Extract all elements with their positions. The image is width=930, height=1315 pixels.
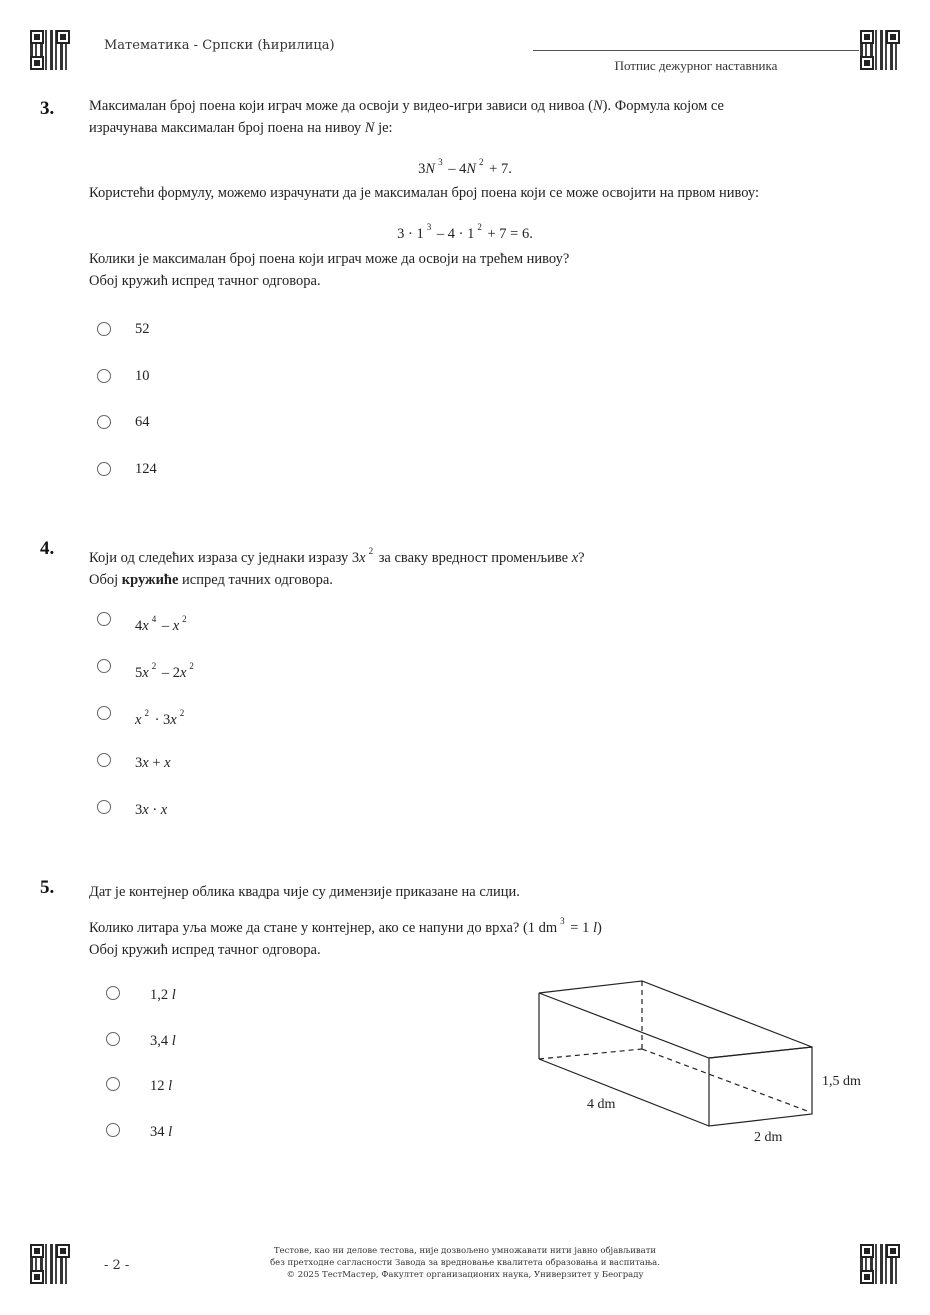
q3-option-d[interactable] xyxy=(97,460,157,477)
radio-circle[interactable] xyxy=(97,612,111,626)
question-number-3: 3. xyxy=(40,98,55,119)
radio-circle[interactable] xyxy=(97,322,111,336)
radio-circle[interactable] xyxy=(97,706,111,720)
q3-option-c[interactable] xyxy=(97,413,150,430)
q3-option-a[interactable] xyxy=(97,320,150,337)
option-expression: 3x · x xyxy=(135,802,168,818)
q3-option-b[interactable] xyxy=(97,367,150,384)
q4-option-e[interactable] xyxy=(97,800,168,818)
radio-circle[interactable] xyxy=(97,369,111,383)
qr-code-top-right xyxy=(860,30,900,70)
radio-circle[interactable] xyxy=(97,415,111,429)
question-3-example-formula: 3 · 1 $^3$ – 4 · 1 $^2$ + 7 = 6. xyxy=(397,222,533,242)
cuboid-diagram xyxy=(520,970,880,1160)
option-label: 1,2 l xyxy=(150,987,176,1003)
radio-circle[interactable] xyxy=(106,986,120,1000)
option-label: 124 xyxy=(135,460,157,477)
q5-option-c[interactable] xyxy=(106,1077,173,1094)
q4-option-d[interactable] xyxy=(97,753,171,771)
option-label: 3,4 l xyxy=(150,1033,176,1049)
option-label: 10 xyxy=(135,367,150,384)
option-label: 12 l xyxy=(150,1078,173,1094)
signature-line xyxy=(533,50,859,51)
question-5-intro: Дат је контејнер облика квадра чије су димензије приказане на слици. xyxy=(89,884,520,900)
qr-code-bottom-right xyxy=(860,1244,900,1284)
option-expression: 3x + x xyxy=(135,755,171,771)
question-3-example-text: Користећи формулу, можемо израчунати да је максималан број поена који се може освојити на првом нивоу: xyxy=(89,185,760,201)
qr-code-bottom-left xyxy=(30,1244,70,1284)
qr-code-top-left xyxy=(30,30,70,70)
option-label: 52 xyxy=(135,320,150,337)
option-label: 64 xyxy=(135,413,150,430)
q5-option-b[interactable] xyxy=(106,1032,176,1049)
q5-option-d[interactable] xyxy=(106,1123,173,1140)
radio-circle[interactable] xyxy=(106,1123,120,1137)
q4-option-a[interactable] xyxy=(97,612,187,634)
option-label: 34 l xyxy=(150,1124,173,1140)
question-4-prompt: Који од следећих израза су једнаки изразу 3x $^2$ за сваку вредност променљиве x? Обој кружиће испред тачних одговора. xyxy=(89,546,585,588)
question-number-5: 5. xyxy=(40,877,55,898)
q4-option-c[interactable] xyxy=(97,706,185,728)
header-subject-title: Математика - Српски (ћирилица) xyxy=(104,38,335,53)
radio-circle[interactable] xyxy=(106,1077,120,1091)
q5-option-a[interactable] xyxy=(106,986,176,1003)
page-number: - 2 - xyxy=(104,1258,130,1273)
width-label: 2 dm xyxy=(754,1130,783,1145)
radio-circle[interactable] xyxy=(97,800,111,814)
radio-circle[interactable] xyxy=(97,659,111,673)
option-expression: 4x $^4$ – x $^2$ xyxy=(135,614,187,634)
length-label: 4 dm xyxy=(587,1097,616,1112)
question-3-intro: Максималан број поена који играч може да освоји у видео-игри зависи од нивоа (N). Формула којом се израчунава максималан број поена на нивоу N је: xyxy=(89,98,724,136)
question-3-formula: 3N $^3$ – 4N $^2$ + 7. xyxy=(418,157,512,177)
copyright-notice: Тестове, као ни делове тестова, није дозвољено умножавати нити јавно објављивати без претходне сагласности Завода за вредновање квалитета образовања и васпитања. © 2025 ТестМастер, Факултет организационих наука, Универзитет у Београду xyxy=(270,1246,660,1280)
question-5-prompt: Колико литара уља може да стане у контејнер, ако се напуни до врха? (1 dm $^3$ = 1 l) Обој кружић испред тачног одговора. xyxy=(89,916,602,958)
option-expression: x $^2$ · 3x $^2$ xyxy=(135,708,185,728)
question-3-prompt: Колики је максималан број поена који играч може да освоји на трећем нивоу? Обој кружић испред тачног одговора. xyxy=(89,251,570,289)
radio-circle[interactable] xyxy=(97,753,111,767)
signature-label: Потпис дежурног наставника xyxy=(614,58,778,73)
q4-option-b[interactable] xyxy=(97,659,194,681)
radio-circle[interactable] xyxy=(97,462,111,476)
height-label: 1,5 dm xyxy=(822,1074,861,1089)
option-expression: 5x $^2$ – 2x $^2$ xyxy=(135,661,194,681)
radio-circle[interactable] xyxy=(106,1032,120,1046)
question-number-4: 4. xyxy=(40,538,55,559)
